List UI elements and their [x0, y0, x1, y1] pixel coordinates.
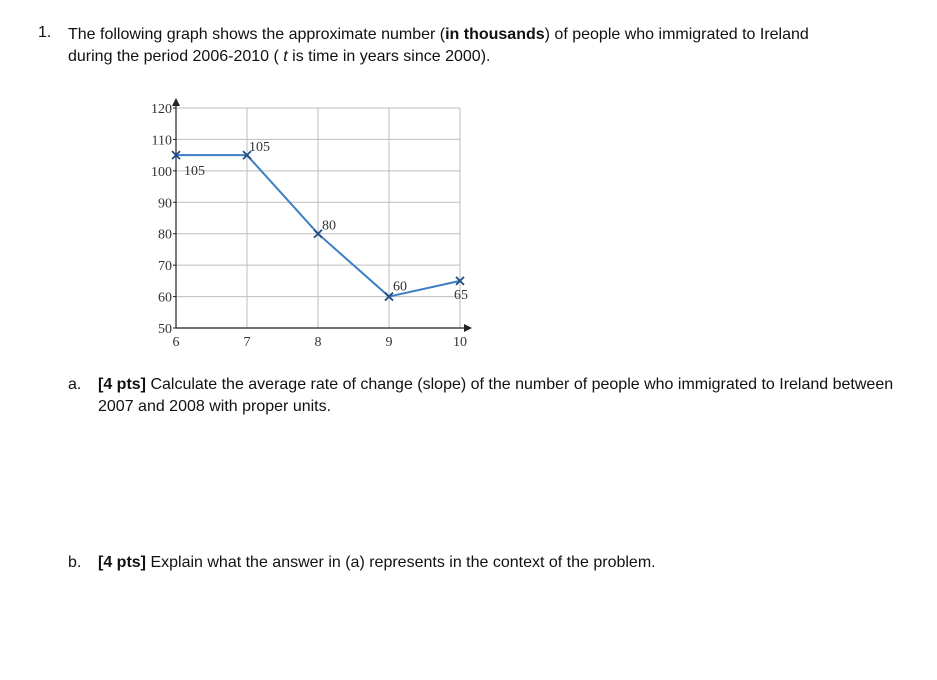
- part-a-points: [4 pts]: [98, 376, 146, 393]
- x-tick-label: 9: [385, 335, 393, 350]
- question-text-part: The following graph shows the approximate number (: [68, 26, 446, 43]
- immigration-chart: [130, 98, 490, 360]
- chart-svg: [130, 98, 490, 360]
- y-tick-label: 90: [158, 196, 172, 212]
- question-text-part: is time in years since 2000).: [287, 48, 491, 65]
- y-tick-label: 100: [151, 164, 172, 180]
- x-axis-arrow: [464, 324, 472, 332]
- data-point-label: 65: [454, 287, 468, 303]
- x-tick-label: 10: [453, 335, 467, 350]
- question-text: [68, 24, 888, 68]
- question-number: 1.: [38, 24, 52, 41]
- y-tick-label: 80: [158, 227, 172, 243]
- data-point-label: 60: [393, 279, 407, 295]
- x-tick-label: 6: [172, 335, 180, 350]
- part-a-text: Calculate the average rate of change (slope) of the number of people who immigrated to Ireland between 2007 and 2008 with proper units.: [98, 376, 894, 415]
- x-tick-label: 7: [243, 335, 251, 350]
- y-tick-label: 60: [158, 290, 172, 306]
- part-b-body: [98, 552, 898, 574]
- y-tick-label: 50: [158, 322, 172, 337]
- part-a-body: [98, 374, 898, 418]
- data-point-label: 80: [322, 218, 336, 234]
- data-point-label: 105: [184, 164, 205, 180]
- y-axis-arrow: [172, 98, 180, 106]
- part-b-points: [4 pts]: [98, 554, 146, 571]
- question-text-part: during the period 2006-2010 (: [68, 48, 284, 65]
- y-tick-label: 110: [151, 133, 172, 149]
- y-tick-label: 120: [151, 102, 172, 117]
- x-tick-label: 8: [314, 335, 322, 350]
- data-point-label: 105: [249, 140, 270, 156]
- part-b-text: Explain what the answer in (a) represents in the context of the problem.: [146, 554, 656, 571]
- question-text-bold: in thousands: [445, 26, 545, 43]
- y-tick-label: 70: [158, 259, 172, 275]
- part-b-letter: b.: [68, 554, 82, 571]
- question-text-part: ) of people who immigrated to Ireland: [544, 26, 809, 43]
- part-a-letter: a.: [68, 376, 82, 393]
- question-variable: t: [283, 48, 288, 65]
